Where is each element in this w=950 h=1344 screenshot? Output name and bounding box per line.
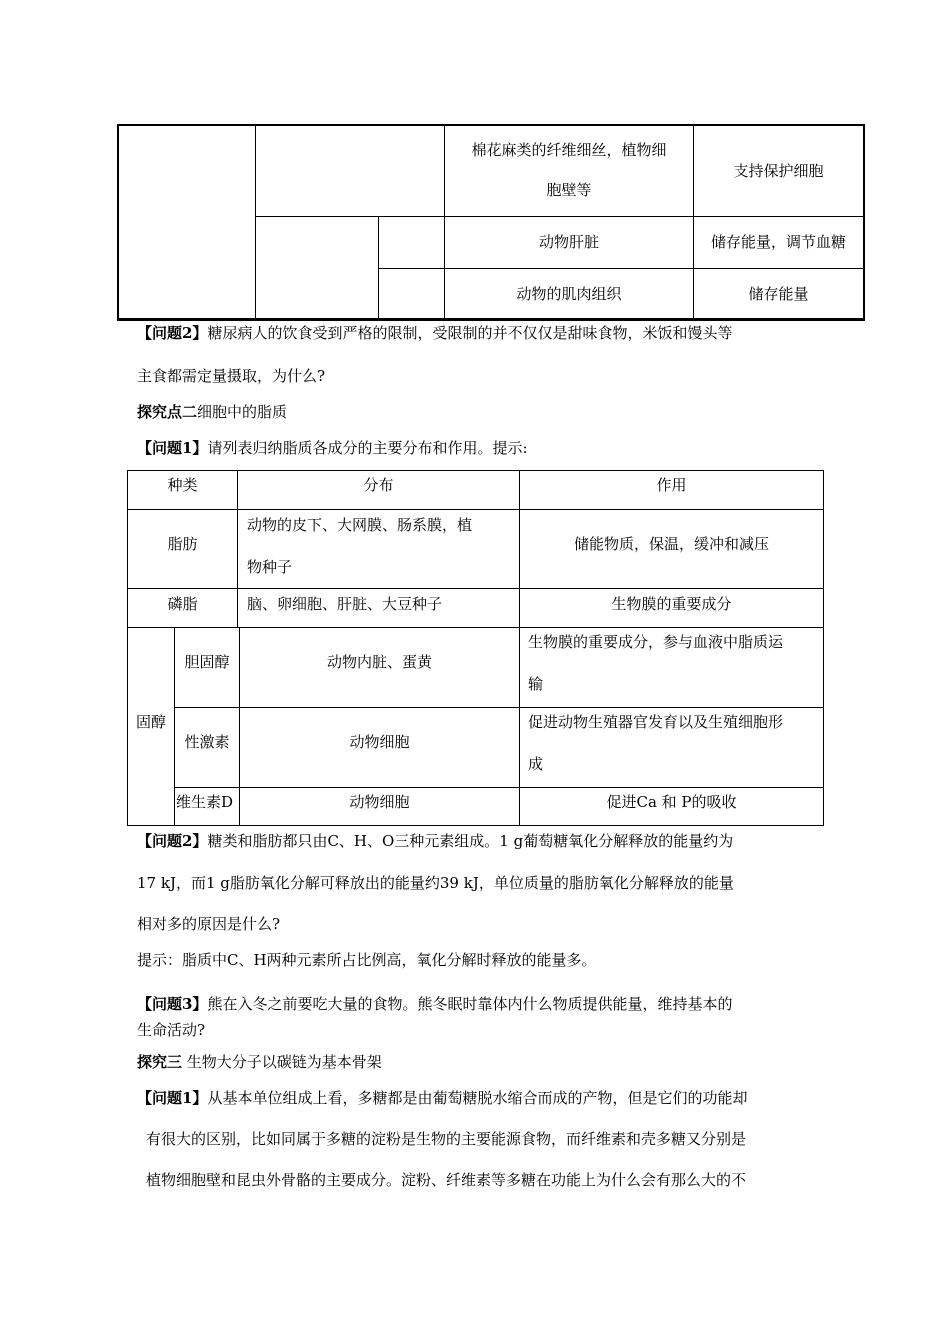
table2-cholesterol-distribution: 动物内脏、蛋黄 bbox=[326, 653, 432, 671]
table1-row2-function: 储存能量，调节血糖 bbox=[710, 233, 846, 251]
question-label: 【问题2】 bbox=[137, 324, 208, 342]
table2-cholesterol-function: 生物膜的重要成分，参与血液中脂质运 输 bbox=[528, 633, 784, 693]
question-3: 【问题3】熊在入冬之前要吃大量的食物。熊冬眠时靠体内什么物质提供能量，维持基本的 bbox=[137, 995, 733, 1013]
table2-vitamin-d-distribution: 动物细胞 bbox=[349, 793, 410, 811]
table2-sex-hormone-distribution: 动物细胞 bbox=[349, 733, 410, 751]
table1-row1-distribution: 棉花麻类的纤维细丝，植物细 胞壁等 bbox=[471, 141, 667, 199]
table2-vitamin-d-type: 维生素D bbox=[176, 793, 234, 811]
question-1-macro: 【问题1】从基本单位组成上看，多糖都是由葡萄糖脱水缩合而成的产物，但是它们的功能却 bbox=[137, 1089, 748, 1107]
question-1-macro-line2: 有很大的区别，比如同属于多糖的淀粉是生物的主要能源食物，而纤维素和壳多糖又分别是 bbox=[146, 1130, 747, 1148]
table1-border-bottom bbox=[117, 318, 865, 321]
table1-vline bbox=[255, 124, 256, 319]
table2-fat-distribution: 动物的皮下、大网膜、肠系膜，植 物种子 bbox=[247, 516, 473, 576]
question-2-lipid-line2: 17 kJ，而1 g脂肪氧化分解可释放出的能量约39 kJ，单位质量的脂肪氧化分解释放的能量 bbox=[137, 874, 734, 892]
question-3-line2: 生命活动? bbox=[137, 1021, 206, 1039]
table2-sex-hormone-function: 促进动物生殖器官发育以及生殖细胞形 成 bbox=[528, 713, 784, 773]
table1-row1-function: 支持保护细胞 bbox=[733, 162, 824, 180]
question-2-lipid: 【问题2】糖类和脂肪都只由C、H、O三种元素组成。1 g葡萄糖氧化分解释放的能量约为 bbox=[137, 832, 734, 850]
table2-header-type: 种类 bbox=[167, 476, 198, 494]
table2-phospholipid-type: 磷脂 bbox=[167, 595, 198, 613]
section-heading-macromolecules: 探究三 生物大分子以碳链为基本骨架 bbox=[137, 1053, 382, 1071]
table2-vitamin-d-function: 促进Ca 和 P的吸收 bbox=[606, 793, 737, 811]
table2-fat-function: 储能物质，保温，缓冲和减压 bbox=[573, 535, 769, 553]
table2-sterol-group: 固醇 bbox=[135, 713, 166, 731]
table2-cholesterol-type: 胆固醇 bbox=[184, 653, 230, 671]
table2-header-distribution: 分布 bbox=[363, 476, 394, 494]
table1-border-top bbox=[117, 124, 865, 126]
table2-border-bottom bbox=[127, 825, 824, 826]
table1-hline bbox=[255, 216, 865, 217]
section-heading-lipids: 探究点二细胞中的脂质 bbox=[137, 403, 288, 421]
question-2-sugar-line2: 主食都需定量摄取，为什么? bbox=[137, 367, 326, 385]
table1-border-left bbox=[117, 124, 119, 321]
table2-phospholipid-function: 生物膜的重要成分 bbox=[611, 595, 732, 613]
table2-hline bbox=[127, 509, 824, 510]
question-2-lipid-line3: 相对多的原因是什么? bbox=[137, 915, 281, 933]
table2-fat-type: 脂肪 bbox=[167, 535, 198, 553]
table2-border-right bbox=[823, 470, 824, 826]
table2-header-function: 作用 bbox=[656, 476, 687, 494]
question-2-sugar: 【问题2】糖尿病人的饮食受到严格的限制，受限制的并不仅仅是甜味食物，米饭和馒头等 bbox=[137, 324, 733, 342]
table1-row3-function: 储存能量 bbox=[748, 285, 809, 303]
hint-text: 提示：脂质中C、H两种元素所占比例高，氧化分解时释放的能量多。 bbox=[137, 951, 597, 969]
table1-row2-distribution: 动物肝脏 bbox=[538, 233, 599, 251]
table1-row3-distribution: 动物的肌肉组织 bbox=[516, 285, 622, 303]
question-1-lipid: 【问题1】请列表归纳脂质各成分的主要分布和作用。提示: bbox=[137, 439, 528, 457]
table1-border-right bbox=[863, 124, 865, 321]
question-1-macro-line3: 植物细胞壁和昆虫外骨骼的主要成分。淀粉、纤维素等多糖在功能上为什么会有那么大的不 bbox=[146, 1171, 747, 1189]
table1-hline bbox=[378, 268, 865, 269]
table2-sex-hormone-type: 性激素 bbox=[184, 733, 230, 751]
table2-phospholipid-distribution: 脑、卵细胞、肝脏、大豆种子 bbox=[247, 595, 443, 613]
